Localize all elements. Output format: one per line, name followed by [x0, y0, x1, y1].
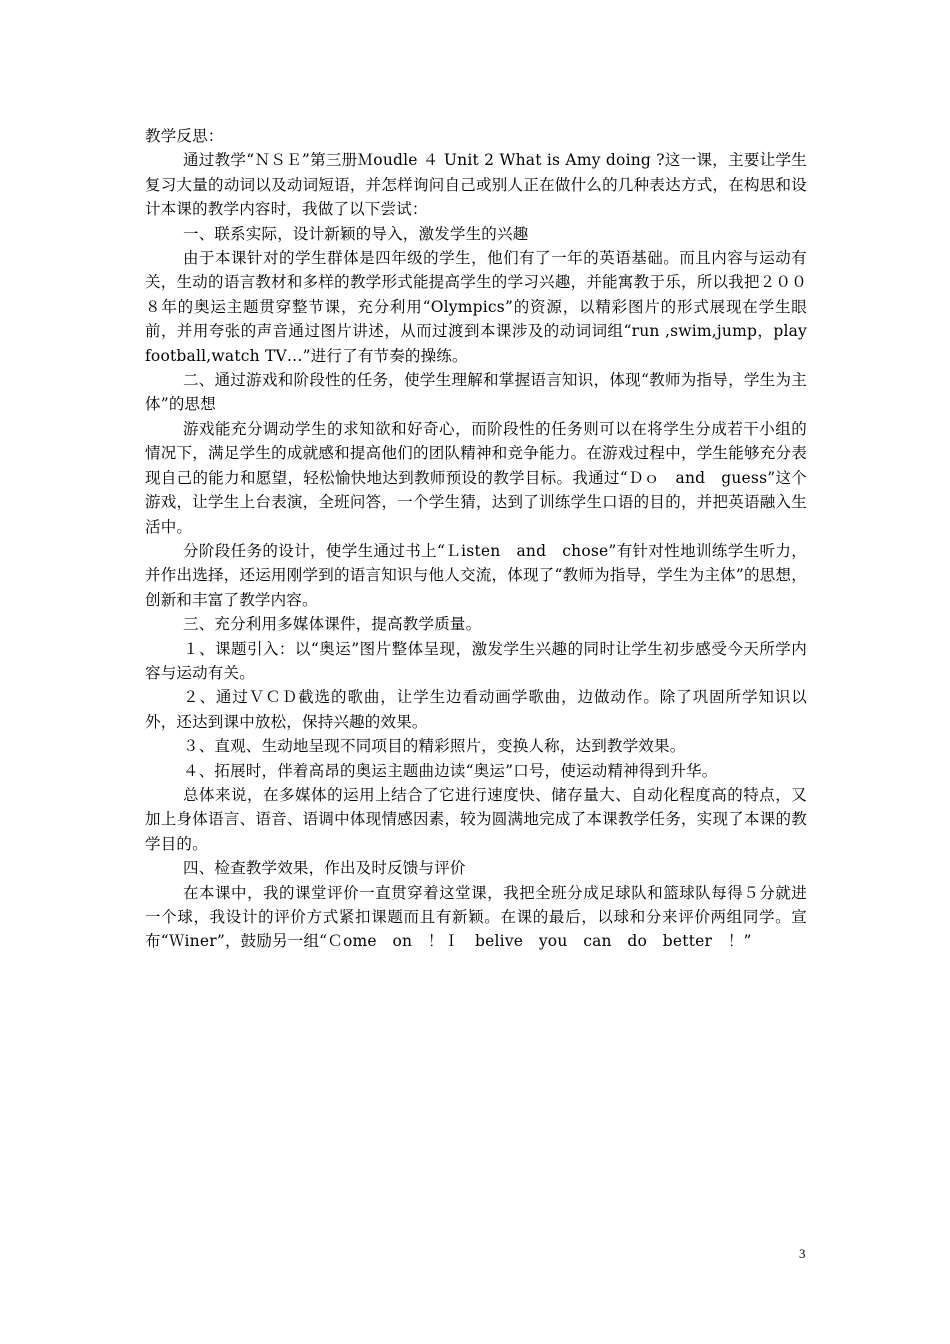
section-four-heading: 四、检查教学效果，作出及时反馈与评价	[183, 859, 466, 878]
section-one-paragraph: 由于本课针对的学生群体是四年级的学生，他们有了一年的英语基础。而且内容与运动有关，生动的语言教材和多样的教学形式能提高学生的学习兴趣，并能寓教于乐，所以我把２００８年的奥运主题贯穿整节课，充分利用“Olympics”的资源，以精彩图片的形式展现在学生眼前，并用夸张的声音通过图片讲述，从而过渡到本课涉及的动词词组“run ,swim,jump，play football,watch TV…”进行了有节奏的操练。	[145, 249, 807, 365]
section-two-heading: 二、通过游戏和阶段性的任务，使学生理解和掌握语言知识，体现“教师为指导，学生为主体”的思想	[145, 371, 807, 414]
intro-paragraph: 通过教学“ＮＳＥ”第三册Ｍoudle ４ Unit 2 What is Amy doing ?这一课，主要让学生复习大量的动词以及动词短语，并怎样询问自己或别人正在做什么的几种表达方式，在构思和设计本课的教学内容时，我做了以下尝试：	[145, 151, 807, 219]
page-number: 3	[799, 1246, 806, 1261]
section-two-paragraph-2: 分阶段任务的设计，使学生通过书上“Ｌisten and chose”有针对性地训练学生听力，并作出选择，还运用刚学到的语言知识与他人交流，体现了“教师为指导，学生为主体”的思想，创新和丰富了教学内容。	[145, 541, 807, 609]
reflection-heading: 教学反思：	[145, 127, 224, 145]
section-one-heading: 一、联系实际，设计新颖的导入，激发学生的兴趣	[183, 224, 529, 243]
section-three-item-4: ４、拓展时，伴着高昂的奥运主题曲边读“奥运”口号，使运动精神得到升华。	[183, 761, 718, 780]
section-three-item-3: ３、直观、生动地呈现不同项目的精彩照片，变换人称，达到教学效果。	[183, 737, 686, 756]
section-three-item-1: １、课题引入：以“奥运”图片整体呈现，激发学生兴趣的同时让学生初步感受今天所学内容与运动有关。	[145, 639, 807, 682]
section-three-item-2: ２、通过ＶＣＤ截选的歌曲，让学生边看动画学歌曲，边做动作。除了巩固所学知识以外，还达到课中放松，保持兴趣的效果。	[145, 688, 807, 731]
document-body	[145, 124, 807, 954]
summary-paragraph: 总体来说，在多媒体的运用上结合了它进行速度快、储存量大、自动化程度高的特点，又加上身体语言、语音、语调中体现情感因素，较为圆满地完成了本课教学任务，实现了本课的教学目的。	[145, 785, 807, 853]
section-two-paragraph-1: 游戏能充分调动学生的求知欲和好奇心，而阶段性的任务则可以在将学生分成若干小组的情况下，满足学生的成就感和提高他们的团队精神和竞争能力。在游戏过程中，学生能够充分表现自己的能力和愿望，轻松愉快地达到教师预设的教学目标。我通过“Ｄｏ and guess”这个游戏，让学生上台表演，全班问答，一个学生猜，达到了训练学生口语的目的，并把英语融入生活中。	[145, 419, 807, 536]
section-four-paragraph: 在本课中，我的课堂评价一直贯穿着这堂课，我把全班分成足球队和篮球队每得５分就进一个球，我设计的评价方式紧扣课题而且有新颖。在课的最后，以球和分来评价两组同学。宣布“Ｗiner”，鼓励另一组“Ｃome on ！Ｉ belive you can do better ！”	[145, 883, 807, 951]
section-three-heading: 三、充分利用多媒体课件，提高教学质量。	[183, 615, 482, 634]
